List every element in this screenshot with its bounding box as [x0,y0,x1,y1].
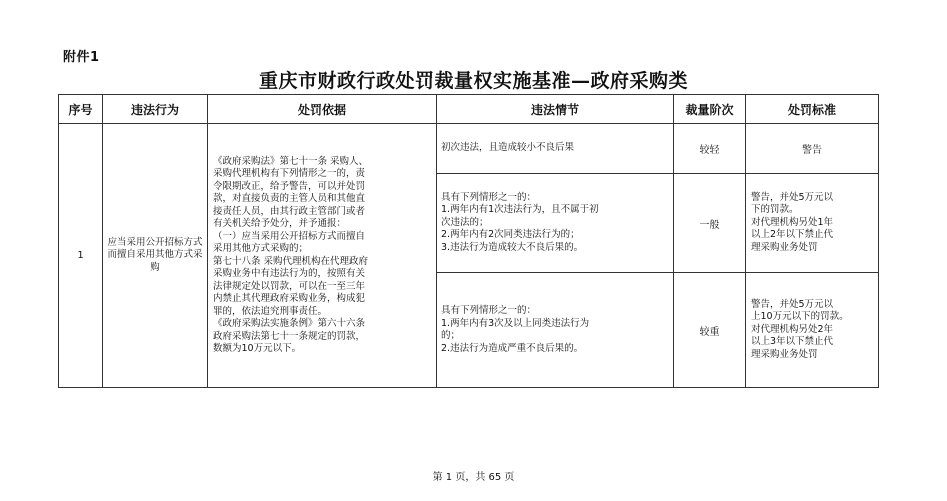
level-light: 较轻 [674,124,746,174]
standard-line: 以上3年以下禁止代 [751,336,834,348]
penalty-table [58,94,879,388]
standard-line: 下的罚款。 [751,204,799,216]
basis-line: 《政府采购法》第七十一条 采购人、 [213,155,369,167]
violation-behavior: 应当采用公开招标方式而擅自采用其他方式采购 [103,124,208,388]
basis-line: 第七十八条 采购代理机构在代理政府 [213,255,369,267]
header-behavior: 违法行为 [103,95,208,124]
level-normal: 一般 [674,174,746,273]
basis-line: （一）应当采用公开招标方式而擅自 [213,230,366,242]
standard-line: 警告，并处5万元以 [751,298,834,310]
standard-line: 上10万元以下的罚款。 [751,311,849,323]
header-standard: 处罚标准 [746,95,879,124]
standard-line: 警告，并处5万元以 [751,191,834,203]
standard-line: 对代理机构另处1年 [751,216,834,228]
document-title: 重庆市财政行政处罚裁量权实施基准—政府采购类 [258,70,688,92]
basis-line: 款，对直接负责的主管人员和其他直 [213,193,366,204]
standard-light [746,124,879,174]
standard-line: 警告 [802,145,822,156]
basis-line: 采购业务中有违法行为的，按照有关 [213,268,366,279]
penalty-basis [208,124,437,388]
basis-line: 采购代理机构有下列情形之一的，责 [213,168,366,179]
circumstance-line: 1.两年内有3次及以上同类违法行为 [441,317,590,329]
level-serious: 较重 [674,273,746,388]
basis-line: 令限期改正，给予警告，可以并处罚 [213,180,366,192]
table-row [59,124,879,174]
circumstance-normal [437,174,674,273]
basis-line: 数额为10万元以下。 [213,343,302,354]
basis-line: 《政府采购法实施条例》第六十六条 [213,318,366,329]
circumstance-line: 1.两年内有1次违法行为，且不属于初 [441,204,599,216]
header-level: 裁量阶次 [674,95,746,124]
circumstance-line: 具有下列情形之一的： [441,191,537,203]
basis-line: 罪的，依法追究刑事责任。 [213,305,328,317]
circumstance-line: 3.违法行为造成较大不良后果的。 [441,241,584,253]
annex-label: 附件1 [63,50,100,65]
header-basis: 处罚依据 [208,95,437,124]
basis-line: 政府采购法第七十一条规定的罚款， [213,330,366,342]
row-number: 1 [59,124,103,388]
standard-line: 理采购业务处罚 [751,348,818,360]
basis-line: 内禁止其代理政府采购业务，构成犯 [213,293,366,304]
header-circumstance: 违法情节 [437,95,674,124]
circumstance-line: 具有下列情形之一的： [441,305,537,316]
basis-line: 接责任人员，由其行政主管部门或者 [213,205,366,217]
basis-line: 法律规定处以罚款，可以在一至三年 [213,280,366,292]
standard-normal [746,174,879,273]
circumstance-light [437,124,674,174]
table-header-row [59,95,879,124]
basis-line: 采用其他方式采购的； [213,243,309,254]
standard-line: 理采购业务处罚 [751,241,818,253]
header-no: 序号 [59,95,103,124]
circumstance-line: 2.两年内有2次同类违法行为的； [441,229,580,241]
standard-serious [746,273,879,388]
circumstance-line: 2.违法行为造成严重不良后果的。 [441,342,584,354]
circumstance-serious [437,273,674,388]
standard-line: 对代理机构另处2年 [751,323,834,335]
basis-line: 有关机关给予处分，并予通报： [213,218,347,229]
circumstance-line: 次违法的； [441,216,489,228]
circumstance-line: 初次违法，且造成较小不良后果 [441,142,575,154]
page-footer: 第 1 页，共 65 页 [432,472,515,483]
standard-line: 以上2年以下禁止代 [751,229,834,241]
circumstance-line: 的； [441,330,461,341]
